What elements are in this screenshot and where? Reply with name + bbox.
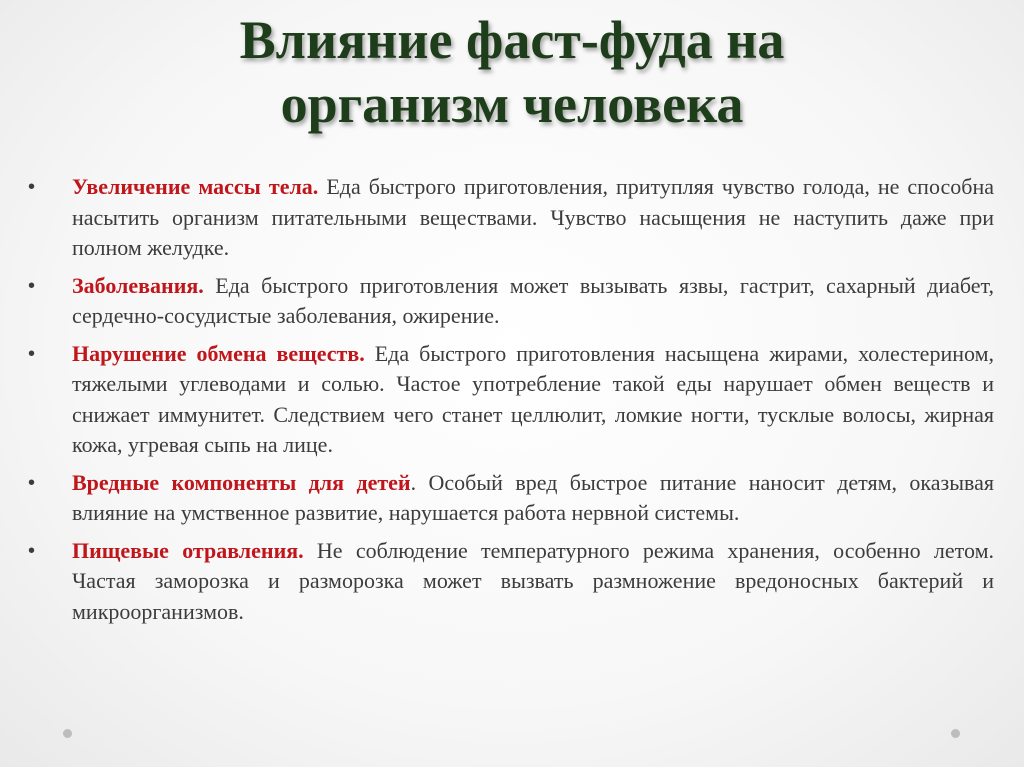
list-item-metabolism [28, 339, 994, 461]
list-item-poisoning [28, 536, 994, 628]
item-term: Вредные компоненты для детей [72, 469, 411, 495]
decorative-dot-left [63, 729, 72, 738]
list-item-diseases [28, 271, 994, 332]
slide-title [0, 8, 1024, 136]
bullet-icon: • [28, 176, 36, 198]
bullet-icon: • [28, 342, 36, 365]
list-item-children [28, 468, 994, 529]
item-term: Увеличение массы тела. [72, 174, 319, 199]
item-text: Еда быстрого приготовления, притупляя чувство голода, не способна насытить организм питательными веществами. Чувство насыщения не наступить даже при полном желудке. [72, 174, 995, 260]
item-term: Пищевые отравления. [72, 537, 304, 563]
slide-title-line-2: организм человека [280, 74, 744, 134]
bullet-icon: • [28, 274, 36, 297]
item-text: . Особый вред быстрое питание наносит детям, оказывая влияние на умственное развитие, нарушается работа нервной системы. [72, 469, 995, 525]
bullet-list [28, 172, 994, 634]
item-text: Не соблюдение температурного режима хранения, особенно летом. Частая заморозка и разморозка может вызвать размножение вредоносных бактерий и микроорганизмов. [72, 537, 994, 624]
decorative-dot-right [951, 729, 960, 738]
bullet-icon: • [28, 471, 36, 494]
item-term: Нарушение обмена веществ. [72, 340, 365, 366]
item-term: Заболевания. [72, 272, 204, 298]
bullet-icon: • [28, 539, 36, 562]
slide-title-line-1: Влияние фаст-фуда на [239, 10, 785, 70]
list-item-weight-gain [28, 172, 994, 264]
item-text: Еда быстрого приготовления насыщена жирами, холестерином, тяжелыми углеводами и солью. Частое употребление такой еды нарушает обмен веществ и снижает иммунитет. Следствием чего станет целлюлит, ломкие ногти, тусклые волосы, жирная кожа, угревая сыпь на лице. [72, 340, 994, 457]
item-text: Еда быстрого приготовления может вызывать язвы, гастрит, сахарный диабет, сердечно-сосудистые заболевания, ожирение. [72, 272, 994, 328]
